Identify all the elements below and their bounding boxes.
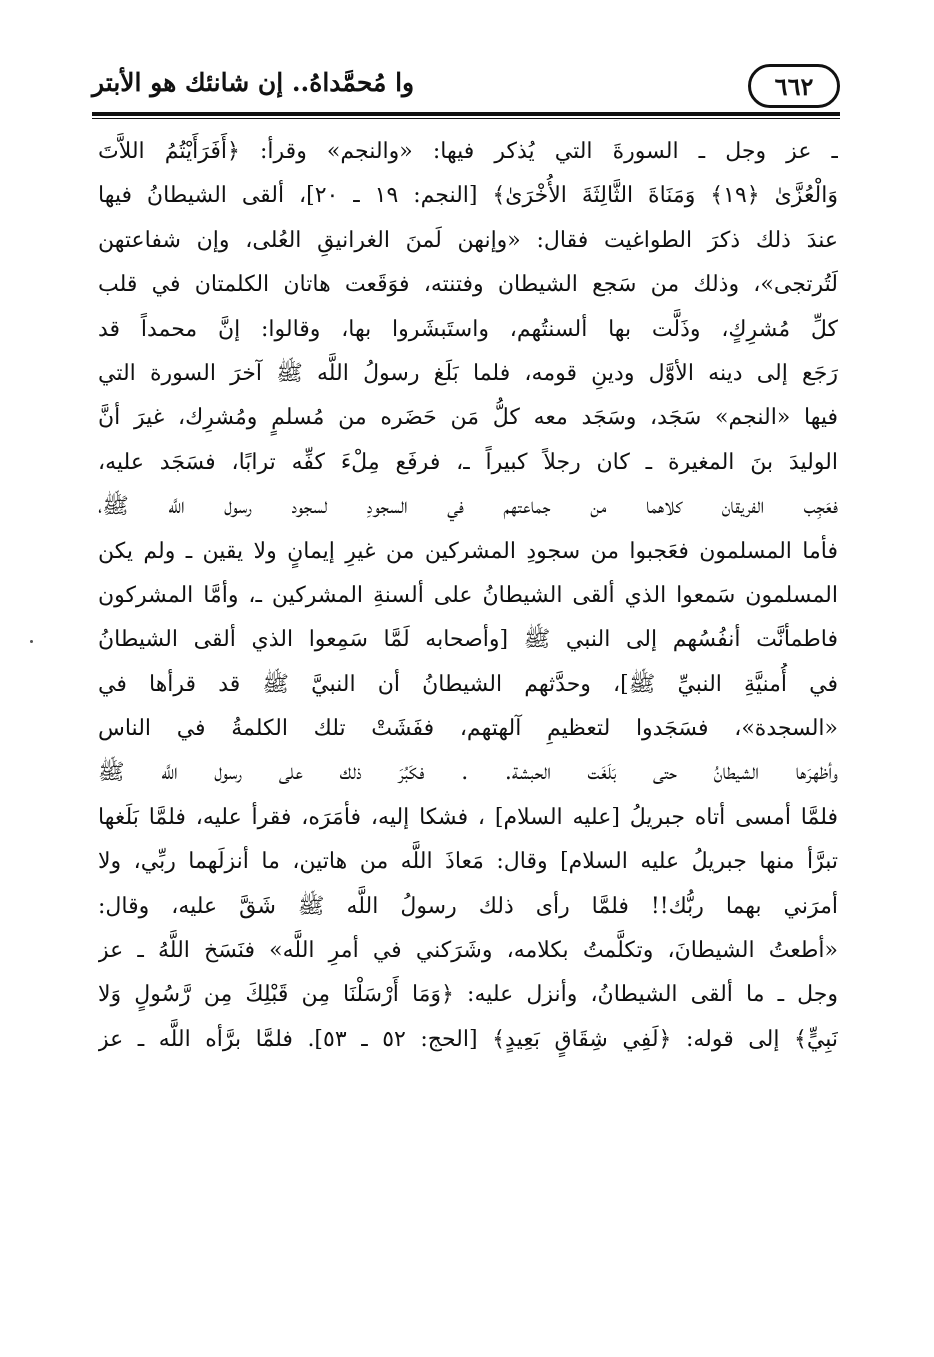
text-line: فأما المسلمون فعَجبوا من سجودِ المشركين من غيرِ إيمانٍ ولا يقين ـ ولم يكن: [98, 538, 838, 564]
text-line: وجل ـ ما ألقى الشيطانُ، وأنزل عليه: ﴿وَمَا أَرْسَلْنَا مِن قَبْلِكَ مِن رَّسُولٍ وَلا: [98, 982, 838, 1008]
text-line: عندَ ذلك ذكرَ الطواغيت فقال: «وإنهن لَمنَ الغرانيقِ العُلى، وإن شفاعتهن: [98, 227, 838, 253]
running-title: وا مُحمَّداهُ.. إن شانئك هو الأبتر: [92, 68, 415, 97]
page-header: [92, 58, 840, 118]
text-line: تبرَّأ منها جبريلُ عليه السلام] وقال: مَعاذَ اللَّه من هاتين، ما أنزلَهما ربِّي، ولا: [98, 849, 838, 875]
text-line: في أُمنيَّةِ النبيِّ ﷺ]، وحدَّثهم الشيطانُ أن النبيَّ ﷺ قد قرأها في: [98, 671, 838, 697]
page-number: ٦٦٢: [748, 64, 840, 108]
text-line: كلِّ مُشرِكٍ، وذَلَّت بها ألسنتُهم، واستَبشَروا بها، وقالوا: إنَّ محمداً قد: [98, 316, 838, 342]
header-rule: [92, 112, 840, 116]
text-line: فاطمأنَّت أنفُسُهم إلى النبي ﷺ [وأصحابه لَمَّا سَمِعوا الذي ألقى الشيطانُ: [98, 627, 838, 653]
text-line: «السجدة»، فسَجَدوا لتعظيمِ آلهتهم، ففَشَتْ تلك الكلمةُ في الناس: [98, 716, 838, 742]
text-line: فلمَّا أمسى أتاه جبريلُ [عليه السلام] ، فشكا إليه، فأمَرَه، فقرأ عليه، فلمَّا بَلَغها: [98, 804, 838, 830]
text-line: ـ عز وجل ـ السورةَ التي يُذكر فيها: «والنجم» وقرأ: ﴿أَفَرَأَيْتُمُ اللاَّتَ: [98, 139, 838, 164]
text-line: فعَجِب الفريقان كلاهما من جماعتهم في السجودِ لسجود رسول اللَّه ﷺ،: [98, 494, 838, 520]
text-line: أمرَني بهما ربُّك!! فلمَّا رأى ذلك رسولُ اللَّه ﷺ شَقَّ عليه، وقال:: [98, 893, 838, 919]
text-line: لَتُرتجى»، وذلك من سَجع الشيطان وفتنته، فوَقَعت هاتان الكلمتان في قلب: [98, 272, 838, 298]
text-line: الوليدَ بنَ المغيرة ـ كان رجلاً كبيراً ـ، فرفَع مِلْءَ كفِّه ترابًا، فسَجَد عليه،: [98, 449, 838, 475]
text-line: «أطعتُ الشيطانَ، وتكلَّمتُ بكلامه، وشَرَكني في أمرِ اللَّه» فنَسَخ اللَّهُ ـ عز: [98, 938, 838, 964]
margin-speck: [30, 640, 33, 643]
text-line: رَجَع إلى دينه الأوَّل ودينِ قومه، فلما بَلَغ رسولُ اللَّه ﷺ آخرَ السورة التي: [98, 360, 838, 386]
text-line: وَالْعُزَّىٰ ﴿١٩﴾ وَمَنَاةَ الثَّالِثَةَ الأُخْرَىٰ﴾ [النجم: ١٩ ـ ٢٠]، ألقى الشيطانُ فيها: [98, 183, 838, 209]
text-line: المسلمون سَمعوا الذي ألقى الشيطانُ على ألسنةِ المشركين ـ، وأمَّا المشركون: [98, 582, 838, 608]
text-line: وأظهرَها الشيطانُ حتى بَلَغَت الحبشة. . فكَبُرَ ذلك على رسول اللَّه ﷺ: [98, 760, 838, 786]
header-rule-thin: [92, 118, 840, 119]
body-text: [98, 130, 838, 1062]
text-line: نَبِيٍّ﴾ إلى قوله: ﴿لَفِي شِقَاقٍ بَعِيدٍ﴾ [الحج: ٥٢ ـ ٥٣]. فلمَّا برَّأه اللَّه ـ عز: [98, 1026, 838, 1052]
text-line: فيها «النجم» سَجَد، وسَجَد معه كلُّ مَن حَضَره من مُسلمٍ ومُشرِك، غيرَ أنَّ: [98, 405, 838, 431]
